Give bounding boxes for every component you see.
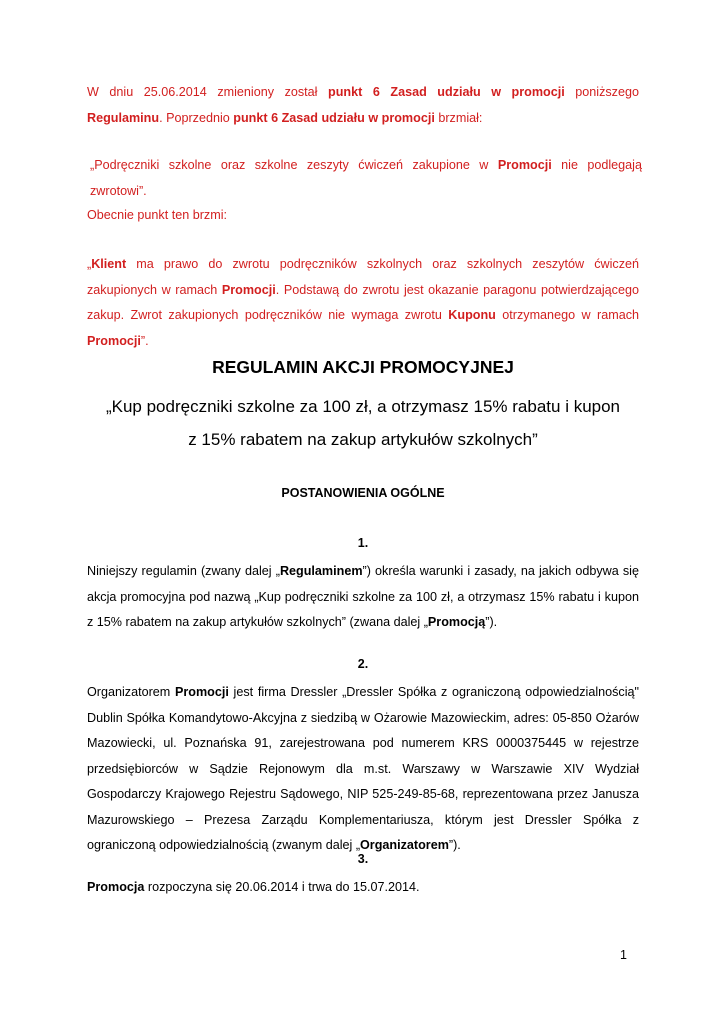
new-text: ”. [140, 333, 149, 348]
subtitle-line-2: z 15% rabatem na zakup artykułów szkolnych” [188, 430, 538, 449]
notice-bold: punkt 6 Zasad udziału w promocji [328, 85, 565, 99]
old-text: „Podręczniki szkolne oraz szkolne zeszyty ćwiczeń zakupione w [90, 158, 498, 172]
section-bold: Promocją [427, 615, 486, 629]
page-number: 1 [620, 948, 627, 962]
new-bold: Kuponu [448, 308, 496, 322]
notice-bold: Regulaminu [87, 110, 160, 125]
document-subtitle [87, 390, 639, 456]
notice-text: brzmiał: [434, 110, 483, 125]
notice-text: poniższego [564, 85, 639, 99]
current-intro: Obecnie punkt ten brzmi: [87, 208, 228, 222]
section-2-text [87, 680, 639, 859]
document-title: REGULAMIN AKCJI PROMOCYJNEJ [212, 357, 514, 377]
section-3-text [87, 875, 639, 901]
change-notice [87, 80, 639, 131]
notice-bold: punkt 6 Zasad udziału w promocji [233, 110, 435, 125]
section-text: ”). [485, 615, 498, 629]
section-number-2: 2. [357, 657, 369, 671]
new-bold: Klient [91, 257, 127, 271]
notice-text: W dniu 25.06.2014 zmieniony został [87, 85, 329, 99]
new-text: otrzymanego w ramach [495, 308, 639, 322]
section-bold: Promocja [87, 880, 145, 894]
new-text: „ [87, 257, 92, 271]
section-text: ”) określa warunki i zasady, na jakich odbywa się akcja promocyjna pod nazwą „Kup podręczniki szkolne za 100 zł, a otrzymasz 15% rabatu i kupon z 15% rabatem na zakup artykułów szkolnych” (zwana dalej „ [87, 564, 639, 629]
section-1-text [87, 559, 639, 636]
section-number-3: 3. [357, 852, 369, 866]
notice-text: . Poprzednio [159, 110, 234, 125]
new-text: . Podstawą do zwrotu jest okazanie paragonu potwierdzającego zakup. Zwrot zakupionych podręczników nie wymaga zwrotu [87, 282, 639, 322]
old-text: nie podlegają zwrotowi”. [90, 158, 642, 198]
new-text: ma prawo do zwrotu podręczników szkolnych oraz szkolnych zeszytów ćwiczeń zakupionych w ramach [87, 257, 639, 297]
section-bold: Promocji [174, 685, 229, 699]
section-heading: POSTANOWIENIA OGÓLNE [281, 486, 445, 500]
old-bold: Promocji [497, 158, 552, 172]
subtitle-line-1: „Kup podręczniki szkolne za 100 zł, a otrzymasz 15% rabatu i kupon [105, 397, 621, 416]
section-number-1: 1. [357, 536, 369, 550]
new-wording [87, 252, 639, 354]
old-wording [90, 153, 642, 204]
new-bold: Promocji [221, 282, 276, 297]
section-bold: Organizatorem [360, 838, 449, 852]
section-text: ”). [448, 838, 461, 852]
section-text: Organizatorem [87, 685, 175, 699]
section-text: rozpoczyna się 20.06.2014 i trwa do 15.07.2014. [144, 880, 420, 894]
section-bold: Regulaminem [279, 564, 363, 578]
section-text: jest firma Dressler „Dressler Spółka z ograniczoną odpowiedzialnością" Dublin Spółka Komandytowo-Akcyjna z siedzibą w Ożarowie Mazowieckim, adres: 05-850 Ożarów Mazowiecki, ul. Poznańska 91, zarejestrowana pod numerem KRS 0000375445 w rejestrze przedsiębiorców w Sądzie Rejonowym dla m.st. Warszawy w Warszawie XIV Wydział Gospodarczy Krajowego Rejestru Sądowego, NIP 525-249-85-68, reprezentowana przez Janusza Mazurowskiego – Prezesa Zarządu Komplementariusza, którym jest Dressler Spółka z ograniczoną odpowiedzialnością (zwanym dalej „ [87, 685, 639, 852]
section-text: Niniejszy regulamin (zwany dalej „ [87, 564, 280, 578]
new-bold: Promocji [87, 333, 141, 348]
